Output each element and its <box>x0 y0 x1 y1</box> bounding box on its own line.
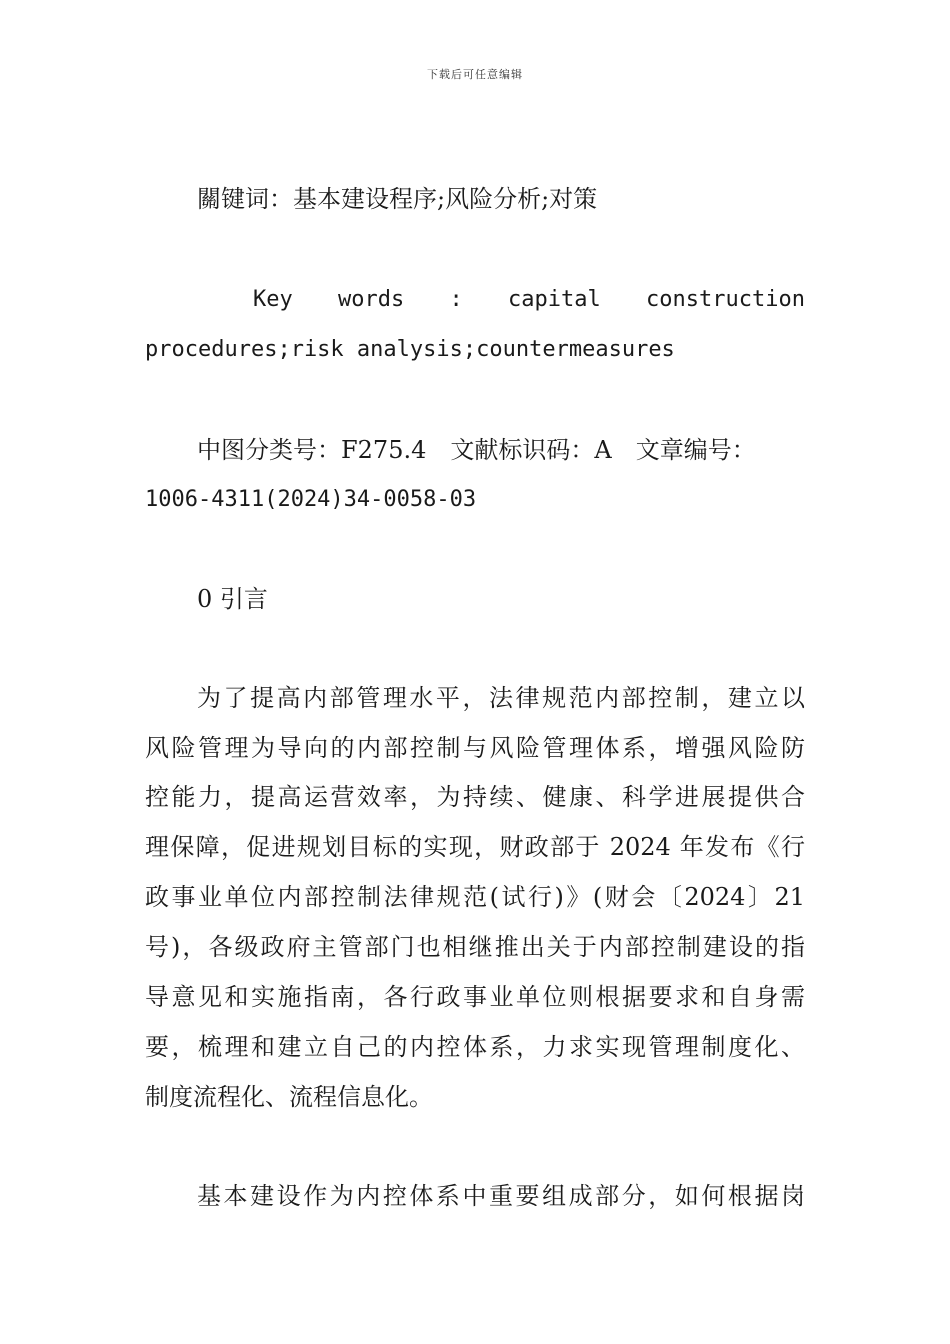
section-heading: 0 引言 <box>197 585 268 613</box>
keywords-chinese: 關键词：基本建设程序;风险分析;对策 <box>197 185 598 213</box>
paragraph-line: 要，梳理和建立自己的内控体系，力求实现管理制度化、 <box>145 1033 805 1061</box>
keyword-token: capital <box>508 287 601 312</box>
paragraph-line: 为了提高内部管理水平，法律规范内部控制，建立以 <box>197 684 805 712</box>
paragraph-line: 导意见和实施指南，各行政事业单位则根据要求和自身需 <box>145 983 805 1011</box>
classification-line1: 中图分类号：F275.4 文献标识码：A 文章编号： <box>197 436 756 464</box>
paragraph-line: 风险管理为导向的内部控制与风险管理体系，增强风险防 <box>145 734 805 762</box>
paragraph-line: 政事业单位内部控制法律规范(试行)》(财会〔2024〕21 <box>145 883 805 911</box>
keywords-english-line1 <box>145 285 805 315</box>
paragraph-line: 制度流程化、流程信息化。 <box>145 1083 433 1111</box>
keyword-token: : <box>449 287 463 312</box>
keywords-english-line2: procedures;risk analysis;countermeasures <box>145 337 675 362</box>
keyword-token: Key <box>253 287 293 312</box>
paragraph-line: 号)，各级政府主管部门也相继推出关于内部控制建设的指 <box>145 933 805 961</box>
keyword-token: words <box>338 287 405 312</box>
keyword-token: construction <box>646 287 805 312</box>
page-header-note: 下载后可任意编辑 <box>427 68 523 81</box>
paragraph-2-start: 基本建设作为内控体系中重要组成部分，如何根据岗 <box>197 1182 805 1210</box>
paragraph-line: 理保障，促进规划目标的实现，财政部于 2024 年发布《行 <box>145 833 805 861</box>
paragraph-line: 控能力，提高运营效率，为持续、健康、科学进展提供合 <box>145 783 805 811</box>
classification-line2: 1006-4311(2024)34-0058-03 <box>145 487 477 512</box>
